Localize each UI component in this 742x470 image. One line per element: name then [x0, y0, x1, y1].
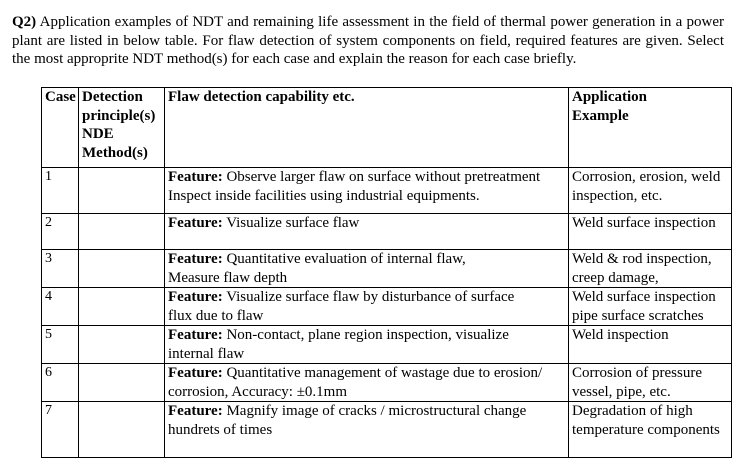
header-method-line3: NDE: [82, 126, 114, 142]
feature-text: Quantitative management of wastage due to erosion/: [226, 365, 543, 381]
method-cell[interactable]: [79, 326, 165, 364]
feature-text-line2: hundrets of times: [168, 421, 273, 438]
feature-text-line2: internal flaw: [168, 345, 245, 362]
case-number: 6: [42, 364, 79, 402]
application-cell: Corrosion of pressure vessel, pipe, etc.: [569, 364, 732, 402]
application-cell: Weld surface inspection pipe surface scratches: [569, 288, 732, 326]
table-row: [42, 168, 732, 214]
feature-text: Observe larger flaw on surface without pretreatment: [226, 169, 541, 185]
table-header-row: [42, 88, 732, 168]
application-cell: Weld inspection: [569, 326, 732, 364]
question-body: Application examples of NDT and remaining life assessment in the field of thermal power generation in a power plant are listed in below table. For flaw detection of system components on field, required features are given. Select the most approprite NDT method(s) for each case and explain the reason for each case briefly.: [12, 14, 724, 67]
header-case: [42, 88, 79, 168]
question-text: [12, 13, 724, 69]
question-label: Q2): [12, 14, 37, 30]
feature-label: Feature:: [168, 251, 223, 267]
application-cell: Weld & rod inspection, creep damage,: [569, 250, 732, 288]
table-row: [42, 214, 732, 250]
feature-text: Quantitative evaluation of internal flaw,: [226, 251, 466, 267]
feature-text-line2: Measure flaw depth: [168, 269, 288, 286]
table-row: [42, 250, 732, 288]
feature-cell: [165, 214, 569, 250]
table-row: [42, 364, 732, 402]
feature-label: Feature:: [168, 289, 223, 305]
table-row: [42, 402, 732, 458]
method-cell[interactable]: [79, 402, 165, 458]
feature-cell: [165, 168, 569, 214]
header-method-line2: principle(s): [82, 107, 156, 124]
feature-cell: [165, 402, 569, 458]
case-number: 1: [42, 168, 79, 214]
feature-cell: [165, 326, 569, 364]
method-cell[interactable]: [79, 214, 165, 250]
feature-label: Feature:: [168, 365, 223, 381]
feature-text: Visualize surface flaw: [226, 215, 360, 231]
application-cell: Weld surface inspection: [569, 214, 732, 250]
feature-cell: [165, 288, 569, 326]
case-number: 2: [42, 214, 79, 250]
header-flaw: [165, 88, 569, 168]
method-cell[interactable]: [79, 168, 165, 214]
feature-text: Non-contact, plane region inspection, visualize: [226, 327, 509, 343]
header-app-line2: Example: [572, 107, 629, 124]
case-number: 7: [42, 402, 79, 458]
feature-label: Feature:: [168, 169, 223, 185]
header-app-line1: Application: [572, 89, 648, 105]
application-cell: Corrosion, erosion, weld inspection, etc.: [569, 168, 732, 214]
application-cell: Degradation of high temperature components: [569, 402, 732, 458]
header-flaw-label: Flaw detection capability etc.: [168, 89, 355, 105]
table-row: [42, 326, 732, 364]
method-cell[interactable]: [79, 288, 165, 326]
feature-label: Feature:: [168, 403, 223, 419]
method-cell[interactable]: [79, 250, 165, 288]
header-method-line4: Method(s): [82, 144, 148, 161]
case-number: 4: [42, 288, 79, 326]
feature-text: Visualize surface flaw by disturbance of surface: [226, 289, 515, 305]
header-method: [79, 88, 165, 168]
feature-text: Magnify image of cracks / microstructural change: [226, 403, 527, 419]
feature-label: Feature:: [168, 327, 223, 343]
feature-text-line2: corrosion, Accuracy: ±0.1mm: [168, 383, 348, 400]
feature-label: Feature:: [168, 215, 223, 231]
header-case-label: Case: [45, 89, 76, 105]
method-cell[interactable]: [79, 364, 165, 402]
table-row: [42, 288, 732, 326]
ndt-table: [41, 87, 732, 458]
feature-text-line2: flux due to flaw: [168, 307, 264, 324]
header-application: [569, 88, 732, 168]
header-method-line1: Detection: [82, 89, 143, 105]
feature-cell: [165, 250, 569, 288]
feature-text-line2: Inspect inside facilities using industrial equipments.: [168, 187, 480, 204]
case-number: 5: [42, 326, 79, 364]
feature-cell: [165, 364, 569, 402]
case-number: 3: [42, 250, 79, 288]
